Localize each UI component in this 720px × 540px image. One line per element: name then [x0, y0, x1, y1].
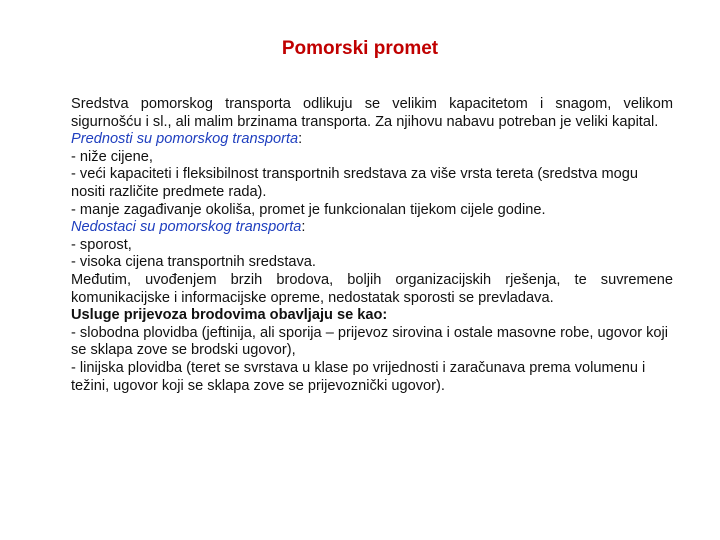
slide-body — [71, 96, 673, 395]
intro-paragraph: Sredstva pomorskog transporta odlikuju se velikim kapacitetom i snagom, velikom sigurnošću i sl., ali malim brzinama transporta. Za njihovu nabavu potreban je veliki kapital. — [71, 96, 673, 130]
advantage-item: - manje zagađivanje okoliša, promet je funkcionalan tijekom cijele godine. — [71, 201, 546, 218]
disadvantages-heading-text: Nedostaci su pomorskog transporta — [71, 219, 302, 236]
slide-title: Pomorski promet — [281, 38, 439, 59]
advantage-item: - niže cijene, — [71, 148, 153, 165]
disadvantages-heading-colon: : — [301, 219, 306, 236]
however-paragraph: Međutim, uvođenjem brzih brodova, boljih organizacijskih rješenja, te suvremene komunikacijske i informacijske opreme, nedostatak sporosti se prevladava. — [71, 271, 673, 306]
service-item: - slobodna plovidba (jeftinija, ali sporija – prijevoz sirovina i ostale masovne robe, ugovor koji se sklapa zove se brodski ugovor), — [71, 324, 669, 359]
disadvantages-heading — [71, 219, 673, 237]
disadvantage-item: - sporost, — [71, 236, 132, 253]
advantages-heading-text: Prednosti su pomorskog transporta — [71, 131, 299, 148]
advantages-heading-colon: : — [298, 131, 303, 148]
disadvantage-item: - visoka cijena transportnih sredstava. — [71, 254, 316, 271]
service-item: - linijska plovidba (teret se svrstava u klase po vrijednosti i zaračunava prema volumenu i težini, ugovor koji se sklapa zove se prijevoznički ugovor). — [71, 359, 646, 394]
advantage-item: - veći kapaciteti i fleksibilnost transportnih sredstava za više vrsta tereta (sredstva mogu nositi različite predmete rada). — [71, 166, 638, 200]
services-heading: Usluge prijevoza brodovima obavljaju se kao: — [71, 307, 388, 324]
advantages-heading — [71, 131, 673, 149]
